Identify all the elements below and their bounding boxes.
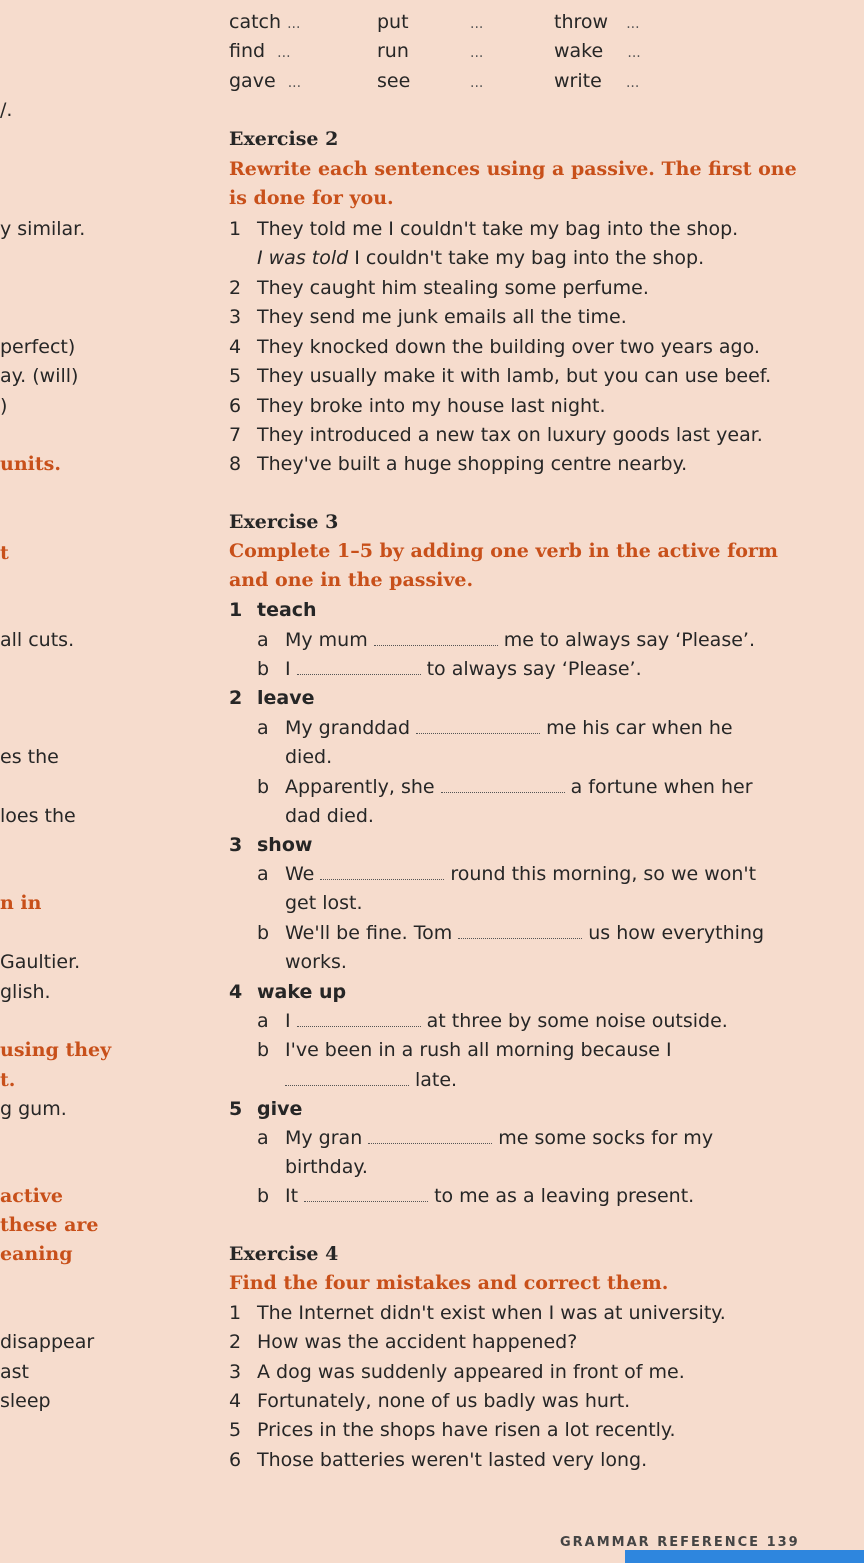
- gap-sentence: a My granddad me his car when he: [257, 717, 733, 739]
- gap-sentence-continued: died.: [285, 746, 333, 768]
- exercise-instructions: Rewrite each sentences using a passive. The first one: [229, 158, 797, 180]
- verb-cell: find ...: [229, 40, 291, 62]
- verb-cell: throw ...: [554, 11, 640, 33]
- verb-cell: see: [377, 70, 411, 92]
- exercise-title: Exercise 3: [229, 511, 339, 533]
- exercise-instructions: Complete 1–5 by adding one verb in the active form: [229, 540, 779, 562]
- gap-sentence: b I've been in a rush all morning because I: [257, 1039, 672, 1061]
- gap-sentence-continued: works.: [285, 951, 347, 973]
- gap-sentence-continued: late.: [285, 1068, 457, 1092]
- verb-dots: ...: [470, 16, 484, 32]
- list-item: 7 They introduced a new tax on luxury goods last year.: [229, 424, 763, 446]
- verb-cell: write ...: [554, 70, 640, 92]
- verb-heading: 2 leave: [229, 687, 315, 709]
- verb-cell: gave ...: [229, 70, 302, 92]
- gap-sentence: b We'll be fine. Tom us how everything: [257, 922, 765, 944]
- answer-blank[interactable]: [441, 778, 565, 793]
- margin-fragment: glish.: [0, 981, 51, 1003]
- gap-sentence: b Apparently, she a fortune when her: [257, 776, 753, 798]
- margin-fragment: n in: [0, 892, 42, 914]
- margin-fragment: ay. (will): [0, 365, 79, 387]
- answer-blank[interactable]: [458, 924, 582, 939]
- answer-blank[interactable]: [297, 660, 421, 675]
- margin-fragment: units.: [0, 453, 61, 475]
- list-item: 4 They knocked down the building over two years ago.: [229, 336, 760, 358]
- bottom-scroll-bar[interactable]: [625, 1550, 864, 1563]
- answer-blank[interactable]: [285, 1071, 409, 1086]
- exercise-instructions: Find the four mistakes and correct them.: [229, 1272, 669, 1294]
- exercise-title: Exercise 4: [229, 1243, 339, 1265]
- margin-fragment: loes the: [0, 805, 76, 827]
- example-answer: I was told I couldn't take my bag into the shop.: [257, 247, 705, 269]
- margin-fragment: ast: [0, 1361, 29, 1383]
- exercise-title: Exercise 2: [229, 128, 339, 150]
- answer-blank[interactable]: [297, 1012, 421, 1027]
- answer-blank[interactable]: [304, 1187, 428, 1202]
- list-item: 8 They've built a huge shopping centre nearby.: [229, 453, 688, 475]
- verb-heading: 1 teach: [229, 599, 317, 621]
- verb-dots: ...: [470, 45, 484, 61]
- margin-fragment: all cuts.: [0, 629, 75, 651]
- margin-fragment: using they: [0, 1039, 112, 1061]
- verb-cell: put: [377, 11, 409, 33]
- verb-cell: wake ...: [554, 40, 641, 62]
- margin-fragment: Gaultier.: [0, 951, 81, 973]
- exercise-instructions: is done for you.: [229, 187, 394, 209]
- gap-sentence: a We round this morning, so we won't: [257, 863, 757, 885]
- margin-fragment: g gum.: [0, 1098, 67, 1120]
- gap-sentence-continued: get lost.: [285, 892, 363, 914]
- list-item: 5 They usually make it with lamb, but you can use beef.: [229, 365, 772, 387]
- margin-fragment: disappear: [0, 1331, 95, 1353]
- margin-fragment: these are: [0, 1214, 99, 1236]
- gap-sentence-continued: birthday.: [285, 1156, 368, 1178]
- margin-fragment: y similar.: [0, 218, 86, 240]
- verb-heading: 5 give: [229, 1098, 303, 1120]
- answer-blank[interactable]: [368, 1129, 492, 1144]
- gap-sentence: a My mum me to always say ‘Please’.: [257, 629, 755, 651]
- list-item: 3 They send me junk emails all the time.: [229, 306, 627, 328]
- margin-fragment: es the: [0, 746, 59, 768]
- margin-fragment: t.: [0, 1069, 16, 1091]
- list-item: 1 The Internet didn't exist when I was at university.: [229, 1302, 726, 1324]
- list-item: 5 Prices in the shops have risen a lot recently.: [229, 1419, 676, 1441]
- gap-sentence: b I to always say ‘Please’.: [257, 658, 642, 680]
- list-item: 4 Fortunately, none of us badly was hurt.: [229, 1390, 631, 1412]
- answer-blank[interactable]: [416, 719, 540, 734]
- exercise-instructions: and one in the passive.: [229, 569, 474, 591]
- list-item: 2 How was the accident happened?: [229, 1331, 578, 1353]
- verb-cell: run: [377, 40, 409, 62]
- list-item: 6 Those batteries weren't lasted very long.: [229, 1449, 648, 1471]
- list-item: 1 They told me I couldn't take my bag into the shop.: [229, 218, 739, 240]
- margin-fragment: perfect): [0, 336, 76, 358]
- margin-fragment: /.: [0, 99, 13, 121]
- gap-sentence: b It to me as a leaving present.: [257, 1185, 695, 1207]
- margin-fragment: t: [0, 542, 9, 564]
- gap-sentence: a I at three by some noise outside.: [257, 1010, 728, 1032]
- verb-cell: catch ...: [229, 11, 301, 33]
- page-footer: GRAMMAR REFERENCE 139: [560, 1535, 800, 1550]
- gap-sentence: a My gran me some socks for my: [257, 1127, 714, 1149]
- answer-blank[interactable]: [374, 631, 498, 646]
- margin-fragment: ): [0, 395, 8, 417]
- margin-fragment: sleep: [0, 1390, 51, 1412]
- answer-blank[interactable]: [320, 865, 444, 880]
- verb-dots: ...: [470, 75, 484, 91]
- verb-heading: 3 show: [229, 834, 313, 856]
- list-item: 2 They caught him stealing some perfume.: [229, 277, 649, 299]
- verb-heading: 4 wake up: [229, 981, 347, 1003]
- margin-fragment: eaning: [0, 1243, 73, 1265]
- list-item: 6 They broke into my house last night.: [229, 395, 606, 417]
- gap-sentence-continued: dad died.: [285, 805, 374, 827]
- list-item: 3 A dog was suddenly appeared in front of me.: [229, 1361, 685, 1383]
- margin-fragment: active: [0, 1185, 64, 1207]
